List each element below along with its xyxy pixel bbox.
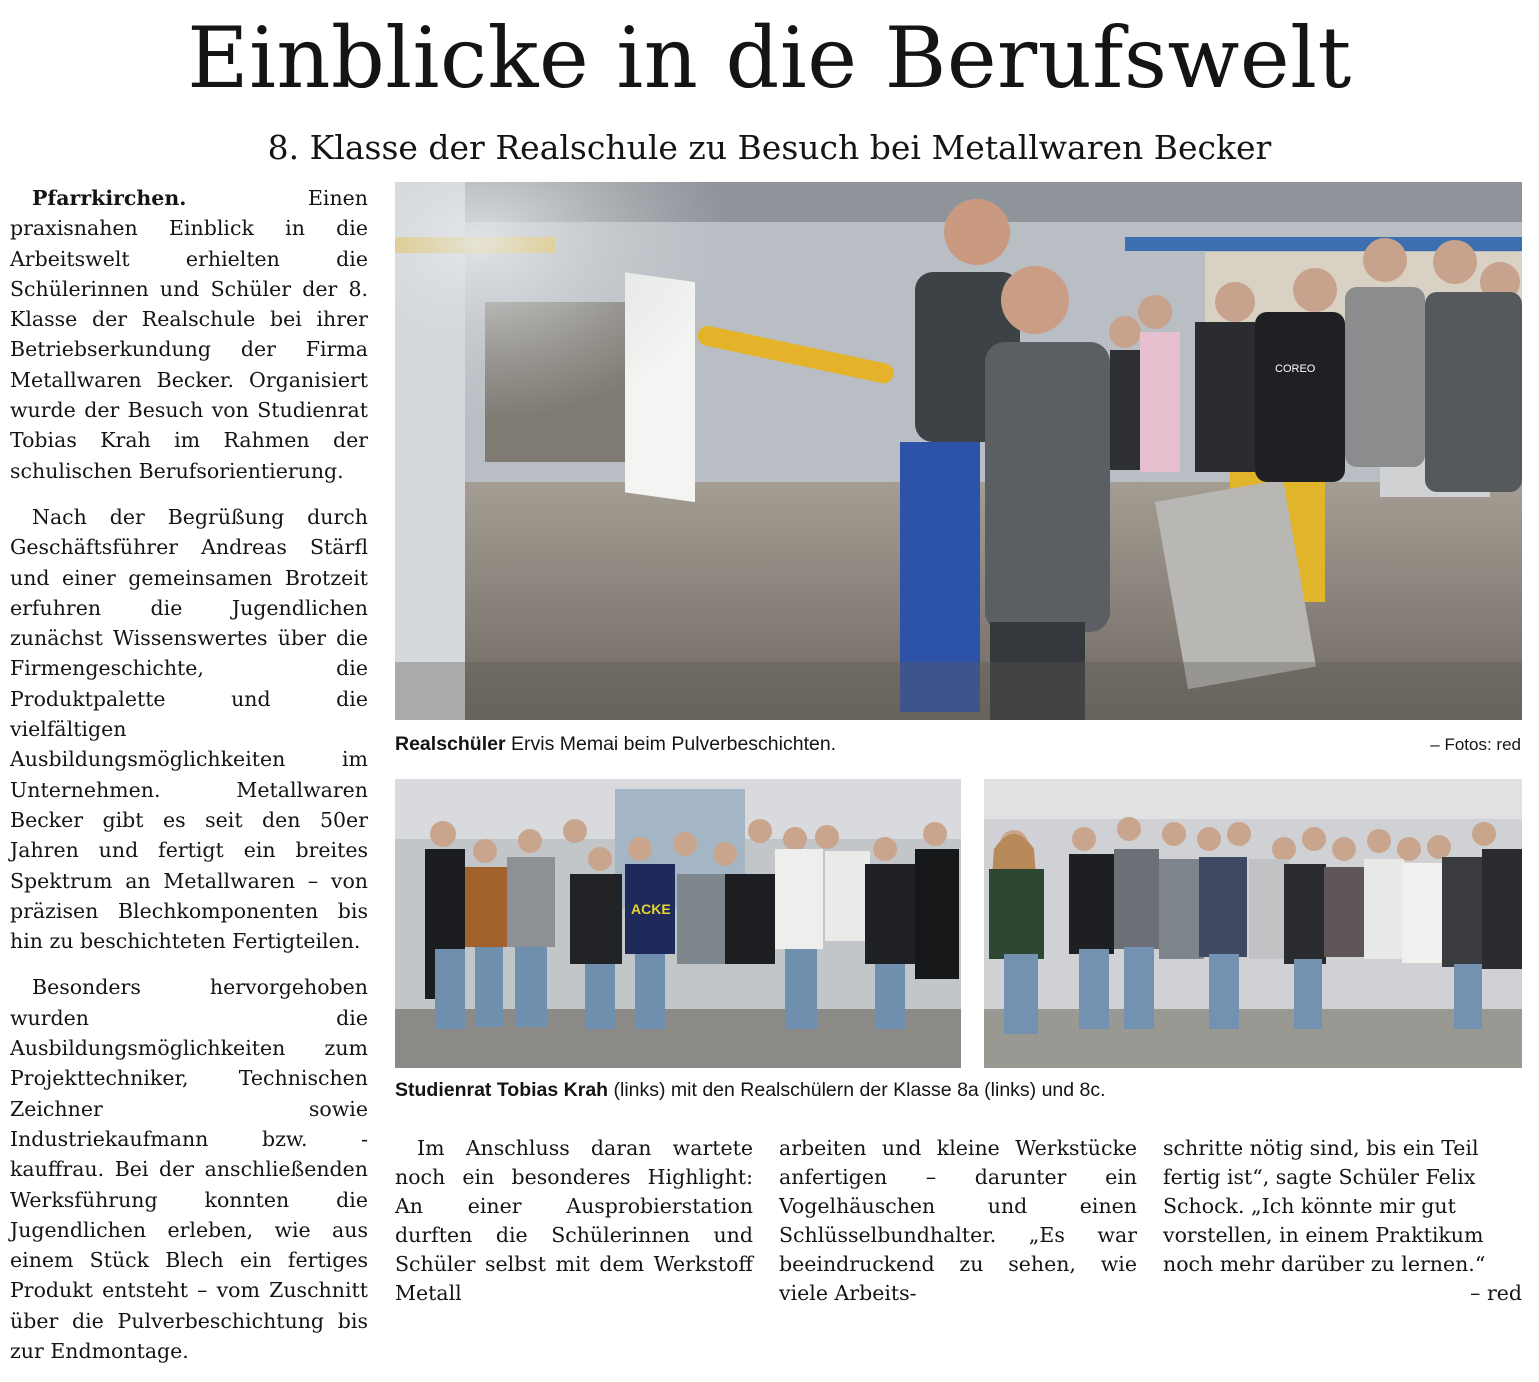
- photo-credit: – Fotos: red: [1430, 735, 1521, 754]
- article-left-column: [10, 183, 368, 1382]
- shirt-lettering: COREO: [1275, 363, 1316, 375]
- dateline: Pfarrkirchen.: [32, 186, 187, 210]
- article-bottom-column-1: [395, 1134, 753, 1308]
- headline: Einblicke in die Berufswelt: [187, 9, 1352, 107]
- paragraph-1-text: Einen praxisnahen Einblick in die Arbeitswelt erhielten die Schülerinnen und Schüler der 8. Klasse der Realschule bei ihrer Betriebserkundung der Firma Metallwaren Becker. Organisiert wurde der Besuch von Studienrat Tobias Krah im Rahmen der schulischen Berufsorientierung.: [10, 186, 368, 483]
- author-signature: – red: [1470, 1281, 1522, 1305]
- group-photo-caption: [395, 1077, 1106, 1103]
- bottom-column-3-body: schritte nötig sind, bis ein Teil fertig ist“, sagte Schüler Felix Schock. „Ich könnte mir gut vorstellen, in einem Praktikum noch mehr darüber zu lernen.“: [1163, 1136, 1486, 1276]
- bottom-column-3-text: [1163, 1134, 1522, 1305]
- article-paragraph-2: Nach der Begrüßung durch Geschäftsführer Andreas Stärfl und einer gemeinsamen Brotzeit erfuhren die Jugendlichen zunächst Wissenswertes über die Firmengeschichte, die Produktpalette und die vielfältigen Ausbildungsmöglichkeiten im Unternehmen. Metallwaren Becker gibt es seit den 50er Jahren und fertigt ein breites Spektrum an Metallwaren – von präzisen Blechkomponenten bis hin zu beschichteten Fertigteilen.: [10, 504, 368, 954]
- article-paragraph-1: [10, 183, 368, 486]
- main-caption-text: Ervis Memai beim Pulverbeschichten.: [505, 733, 837, 755]
- main-photo-caption: [395, 731, 836, 757]
- subheadline: 8. Klasse der Realschule zu Besuch bei Metallwaren Becker: [267, 128, 1272, 167]
- group-caption-name: Studienrat Tobias Krah: [395, 1079, 609, 1101]
- group-photo-8c: [984, 779, 1522, 1068]
- article-paragraph-3: Besonders hervorgehoben wurden die Ausbildungsmöglichkeiten zum Projekttechniker, Technischen Zeichner sowie Industriekaufmann bzw. -kauffrau. Bei der anschließenden Werksführung konnten die Jugendlichen erleben, wie aus einem Stück Blech ein fertiges Produkt entsteht – vom Zuschnitt über die Pulverbeschichtung bis zur Endmontage.: [10, 975, 368, 1363]
- group-caption-text: (links) mit den Realschülern der Klasse 8a (links) und 8c.: [608, 1079, 1106, 1101]
- main-photo: [395, 182, 1522, 720]
- article-bottom-column-3: [1163, 1134, 1522, 1308]
- article-bottom-column-2: [779, 1134, 1137, 1308]
- group-photo-8a: [395, 779, 961, 1068]
- bottom-column-1-text: Im Anschluss daran wartete noch ein besonderes Highlight: An einer Ausprobierstation durften die Schülerinnen und Schüler selbst mit dem Werkstoff Metall: [395, 1136, 753, 1305]
- shirt-lettering-8a: ACKE: [631, 901, 671, 917]
- bottom-column-2-text: arbeiten und kleine Werkstücke anfertigen – darunter ein Vogelhäuschen und einen Schlüsselbundhalter. „Es war beeindruckend zu sehen, wie viele Arbeits-: [779, 1136, 1137, 1305]
- main-caption-name: Realschüler: [395, 733, 506, 755]
